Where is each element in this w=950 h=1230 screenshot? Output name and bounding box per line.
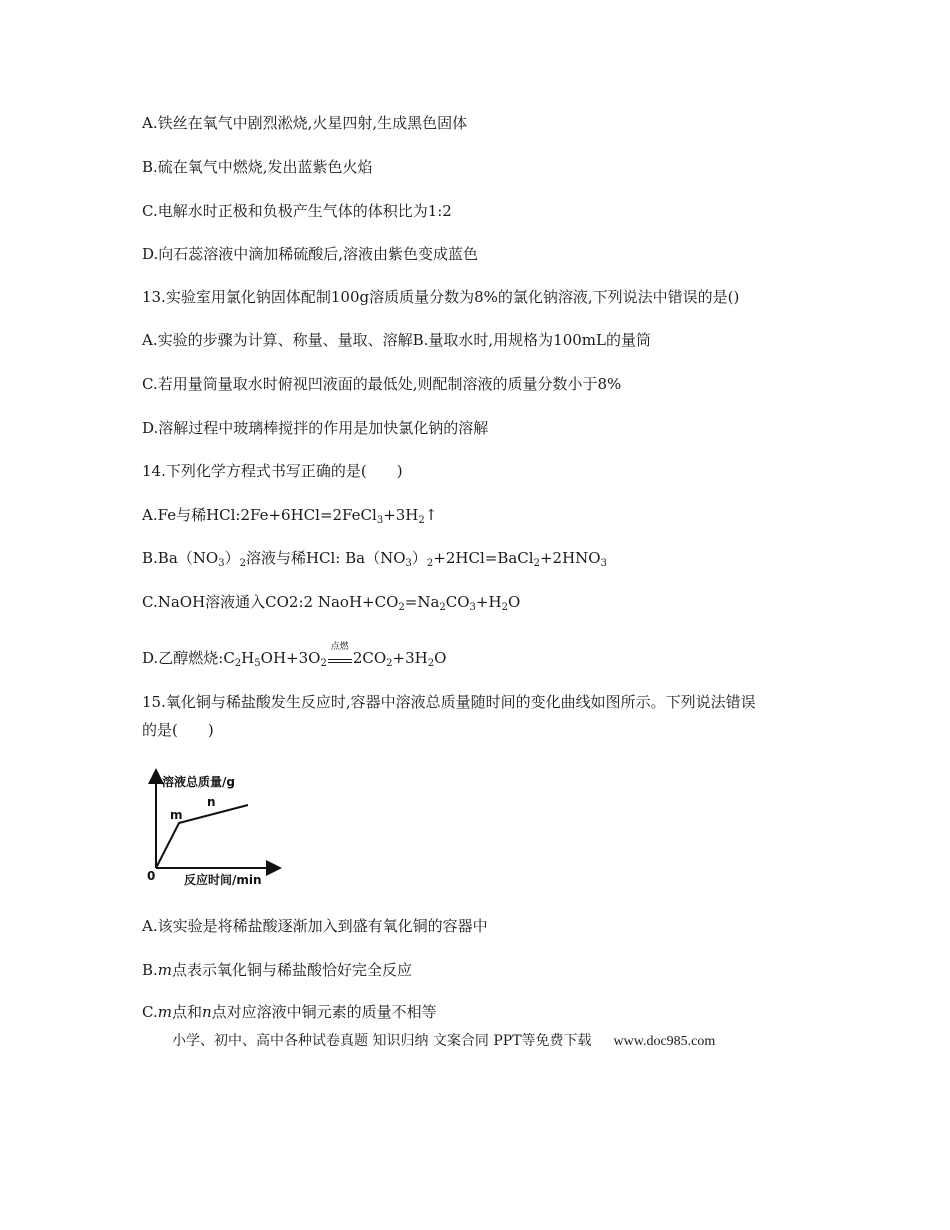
origin-label: 0 [147, 869, 156, 883]
q15-option-a: A.该实验是将稀盐酸逐渐加入到盛有氧化铜的容器中 [142, 917, 488, 935]
subscript: 2 [439, 602, 446, 613]
q14-c-text: +H [475, 593, 502, 611]
q14-a-text: A.Fe与稀HCl:2Fe+6HCl=2FeCl [142, 506, 377, 524]
q14-d-text: D.乙醇燃烧:C [142, 649, 235, 667]
q15-c-text: 点和 [171, 1003, 202, 1021]
q15-option-c [142, 1002, 437, 1022]
mass-time-graph [140, 768, 285, 890]
q14-c-text: CO [445, 593, 470, 611]
footer [172, 1030, 715, 1050]
q15-c-text: 点对应溶液中铜元素的质量不相等 [211, 1003, 437, 1021]
q14-option-c [142, 592, 520, 618]
reaction-condition-label: 点燃 [330, 642, 349, 652]
q13-option-d: D.溶解过程中玻璃棒搅拌的作用是加快氯化钠的溶解 [142, 419, 489, 437]
q14-b-text: B.Ba（NO [142, 549, 219, 567]
italic-m: m [157, 961, 173, 979]
q14-b-text: ） [224, 549, 240, 567]
q15-stem-line1: 15.氧化铜与稀盐酸发生反应时,容器中溶液总质量随时间的变化曲线如图所示。下列说法错误 [142, 693, 756, 711]
subscript: 2 [426, 558, 434, 569]
footer-url[interactable]: www.doc985.com [613, 1034, 716, 1049]
subscript: 3 [405, 558, 412, 569]
q14-b-text: +2HCl=BaCl [433, 549, 534, 567]
q15-b-text: 点表示氧化铜与稀盐酸恰好完全反应 [172, 961, 413, 979]
q13-option-ab: A.实验的步骤为计算、称量、量取、溶解B.量取水时,用规格为100mL的量筒 [142, 331, 651, 349]
y-axis-label: 溶液总质量/g [162, 775, 235, 789]
subscript: 5 [254, 658, 261, 669]
q15-b-text: B. [142, 961, 158, 979]
subscript: 3 [600, 558, 607, 569]
subscript: 2 [533, 558, 540, 569]
q12-option-a: A.铁丝在氧气中剧烈淞烧,火星四射,生成黑色固体 [142, 114, 468, 132]
q14-d-text: O [434, 649, 447, 667]
subscript: 3 [376, 515, 384, 526]
q14-a-text: +3H [383, 506, 419, 524]
italic-m: m [157, 1003, 172, 1021]
italic-n: n [201, 1003, 212, 1021]
q14-d-text: H [241, 649, 255, 667]
q14-stem: 14.下列化学方程式书写正确的是( ) [142, 462, 403, 480]
q13-option-c: C.若用量筒量取水时俯视凹液面的最低处,则配制溶液的质量分数小于8% [142, 375, 622, 393]
x-axis-label: 反应时间/min [184, 873, 262, 887]
subscript: 2 [320, 658, 327, 669]
q14-c-text: C.NaOH溶液通入CO2:2 NaoH+CO [142, 593, 399, 611]
q15-c-text: C. [142, 1003, 158, 1021]
subscript: 2 [386, 658, 393, 669]
q14-c-text: =Na [404, 593, 440, 611]
q14-d-text: OH+3O [260, 649, 321, 667]
up-arrow-icon: ↑ [424, 506, 438, 524]
q14-b-text: +2HNO [539, 549, 601, 567]
q14-d-text: +3H [392, 649, 428, 667]
q14-option-d [142, 642, 447, 674]
q14-c-text: O [507, 593, 521, 611]
q14-b-text: 溶液与稀HCl: Ba（NO [245, 549, 406, 567]
point-m-label: m [170, 808, 183, 822]
subscript: 2 [234, 658, 242, 669]
subscript: 2 [239, 558, 246, 569]
q14-option-b [142, 548, 607, 574]
reaction-condition-equals [328, 642, 352, 663]
q12-option-c: C.电解水时正极和负极产生气体的体积比为1:2 [142, 202, 452, 220]
subscript: 3 [469, 602, 476, 613]
q14-option-a [142, 505, 437, 531]
q12-option-d: D.向石蕊溶液中滴加稀硫酸后,溶液由紫色变成蓝色 [142, 245, 479, 263]
footer-text: 小学、初中、高中各种试卷真题 知识归纳 文案合同 PPT等免费下载 [172, 1033, 592, 1049]
subscript: 2 [501, 602, 508, 613]
subscript: 3 [218, 558, 225, 569]
q14-d-text: 2CO [352, 649, 387, 667]
point-n-label: n [207, 795, 216, 809]
q13-stem: 13.实验室用氯化钠固体配制100g溶质质量分数为8%的氯化钠溶液,下列说法中错误的是() [142, 288, 740, 306]
subscript: 2 [398, 602, 405, 613]
q15-option-b [142, 960, 412, 980]
subscript: 2 [418, 515, 425, 526]
q12-option-b: B.硫在氧气中燃烧,发出蓝紫色火焰 [142, 158, 373, 176]
q15-stem-line2: 的是( ) [142, 721, 214, 739]
subscript: 2 [427, 658, 435, 669]
q14-b-text: ） [411, 549, 427, 567]
